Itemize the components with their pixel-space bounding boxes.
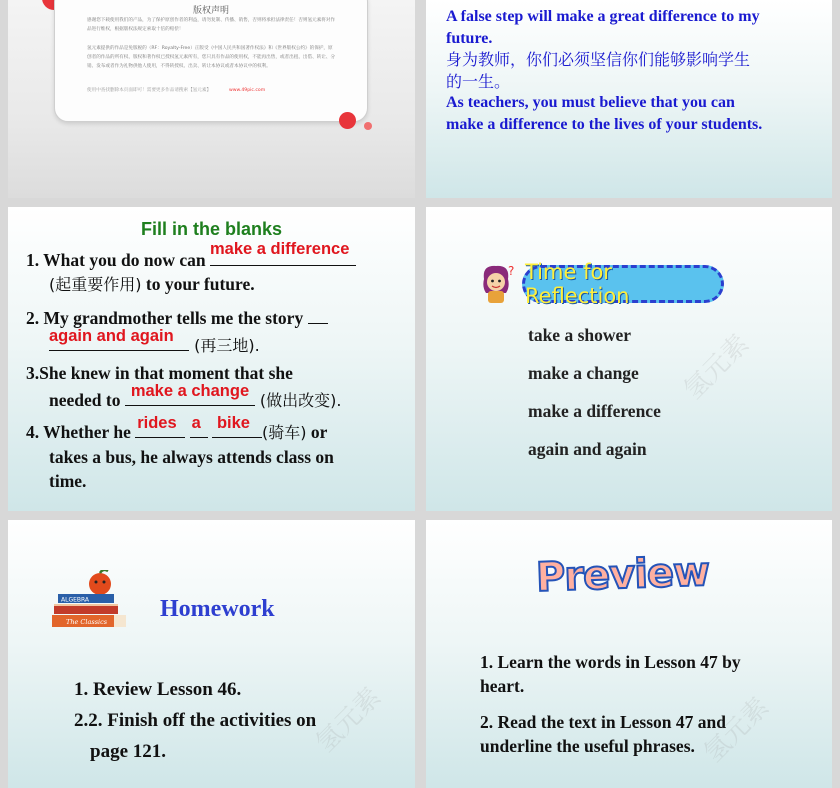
preview-title: Preview [535,548,710,602]
q4-line3: time. [49,471,87,491]
question-4 [26,414,408,493]
homework-item-2-cont: page 121. [90,741,166,762]
homework-title: Homework [160,596,275,622]
question-2 [26,303,408,358]
watermark: 氢元素 [678,329,755,406]
q1-cn: (起重要作用) [49,275,142,294]
homework-item-1: 1. Review Lesson 46. [74,679,242,700]
q4-blank-2[interactable] [190,414,208,438]
q4-blank-3[interactable] [212,414,262,438]
quote-cn-2: 的一生。 [446,71,511,91]
quote-cn-1: 身为教师，你们必须坚信你们能够影响学生 [446,50,751,69]
slide-title: Fill in the blanks [140,219,283,239]
q1-prefix: 1. What you do now can [26,250,206,270]
notice-paragraph-2: 氢元素提供的作品是免版税的（RF：Royalty-Free）正版受《中国人民共和国著作权法》和《世界版权公约》的保护，原创者的作品的所有权、版权和著作权已授权氢元素所有，您只具有作品的使用权，不能再出售，或者出租、出借、转让、分销、发布或者作为礼物供他人使用，不得转授权、出卖、转让本协议或者本协议中的权利。 [87,46,336,69]
notice-title: 版权声明 [192,6,229,16]
question-3 [26,361,408,413]
q4-answer-1: rides [137,414,177,432]
watermark-2: 氢元素 [310,682,387,759]
q1-blank[interactable] [209,240,356,266]
preview-item-1b: heart. [480,676,525,696]
preview-item-2b: underline the useful phrases. [480,736,695,756]
slide-homework[interactable] [8,520,415,788]
question-1 [26,240,408,297]
q3-answer: make a change [130,382,250,400]
quote-en-2b: make a difference to the lives of your students. [446,115,763,133]
quote-en-1a: A false step will make a great difference to my [446,8,760,25]
girl-cartoon-icon [476,263,516,305]
decor-dot-large-2 [339,112,356,129]
q4-blank-1[interactable] [135,414,185,438]
decor-dot-small-2 [364,122,372,130]
quote-en-1b: future. [446,29,493,47]
phrase-3: make a difference [528,401,661,421]
slide-preview[interactable] [426,520,832,788]
watermark-3: 氢元素 [698,692,775,769]
notice-paragraph-1: 感谢您下载使用我们的产品，为了保护原创作者的利益，请勿复制、传播、销售，否则将承担法律责任！否则氢元素将对作品进行维权，根据版权法规定索取十倍的赔偿！ [87,18,336,32]
q4-answer-3: bike [216,414,250,432]
preview-item-1a: 1. Learn the words in Lesson 47 by [480,652,741,672]
q2-blank-start [308,303,328,324]
slide-reflection[interactable] [426,207,832,511]
q1-suffix: to your future. [141,274,255,294]
phrase-2: make a change [528,363,639,383]
slide-fill-in-blanks[interactable] [8,207,415,511]
notice-footer-text: 使用中查找删除本页面即可！需要更多作品请搜索【氢元素】 [87,88,212,93]
slide-copyright-notice[interactable] [8,0,415,198]
notice-url[interactable]: www.49pic.com [229,88,266,93]
question-mark-icon: ? [508,264,515,278]
q2-cn: (再三地). [189,336,260,355]
q4-line2: takes a bus, he always attends class on [49,447,334,467]
q3-line1: 3.She knew in that moment that she [26,363,293,383]
book-label-algebra: ALGEBRA [61,596,90,604]
books-apple-icon [48,570,134,634]
quote-en-2a: As teachers, you must believe that you can [446,94,735,111]
q3-blank[interactable] [125,382,255,406]
q4-prefix: 4. Whether he [26,422,131,442]
preview-item-1 [480,650,810,698]
preview-item-2a: 2. Read the text in Lesson 47 and [480,712,726,732]
q4-cn: (骑车) [261,423,307,442]
q3-prefix: needed to [49,390,121,410]
q4-answer-2: a [191,414,201,432]
q2-prefix: 2. My grandmother tells me the story [26,308,304,328]
notice-card [54,0,368,122]
q1-answer: make a difference [209,240,350,258]
homework-item-2: 2.2. Finish off the activities on [74,710,317,731]
q2-answer: again and again [49,327,174,345]
quote-en-1 [446,6,762,135]
phrase-1: take a shower [528,325,632,345]
book-label-classics: The Classics [66,618,108,626]
q4-suffix: or [306,422,328,442]
q2-blank[interactable] [49,327,189,351]
reflection-banner: Time for Reflection [522,265,724,303]
q3-cn: (做出改变). [254,391,342,410]
notice-footer [87,87,265,93]
slide-quotes[interactable] [426,0,832,198]
phrase-4: again and again [528,439,647,459]
